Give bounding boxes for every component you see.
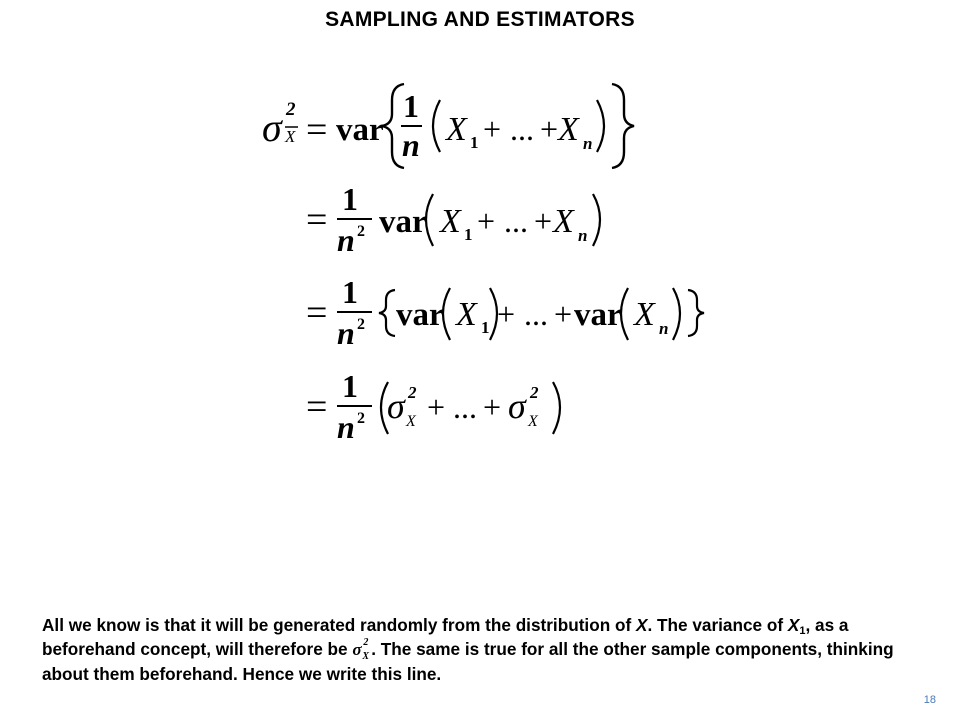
fraction-denominator: n [337,315,355,351]
left-parenthesis [443,288,450,340]
caption-sigma-x-squared [352,637,370,662]
subscript-x: X [528,413,538,430]
plus-sign: + [534,203,553,239]
caption-part-1: All we know is that it will be generated randomly from the distribution of [42,615,636,635]
fraction-numerator: 1 [342,274,358,310]
plus-sign: + [427,389,446,425]
page-title: SAMPLING AND ESTIMATORS [325,8,635,31]
equals-sign: = [306,109,328,151]
ellipsis: ... [504,203,528,239]
superscript-2: 2 [408,383,417,402]
plus-sign: + [483,111,502,147]
right-curly-brace [688,290,704,336]
caption-variable-x: X [635,615,648,635]
page-number: 18 [923,694,936,706]
subscript-n: n [659,319,669,338]
var-operator: var [574,297,622,333]
caption-part-3: , as a beforehand concept, will therefore be [42,615,849,659]
equals-sign: = [306,292,328,334]
equation-line-3 [306,274,704,351]
sigma-symbol: σ [387,386,405,426]
subscript-x: X [406,413,416,430]
fraction-numerator: 1 [403,88,419,124]
equals-sign: = [306,386,328,428]
fraction-denominator: n [402,127,420,163]
var-operator: var [336,112,384,148]
plus-sign: + [554,296,573,332]
denominator-superscript: 2 [357,410,365,427]
variable-xn: X [558,111,579,148]
right-parenthesis [553,382,560,434]
variable-xn: X [634,296,655,333]
left-curly-brace [379,290,395,336]
variable-xn: X [553,203,574,240]
left-curly-brace [382,84,404,168]
equation-line-1 [262,84,634,168]
superscript-2: 2 [286,99,296,120]
right-parenthesis [673,288,680,340]
var-operator: var [396,297,444,333]
plus-sign: + [540,111,559,147]
caption-sigma: σ [352,640,362,659]
subscript-xbar: X [285,127,296,146]
subscript-1: 1 [464,225,473,244]
var-operator: var [379,204,427,240]
left-parenthesis [433,100,440,152]
equals-sign: = [306,199,328,241]
plus-sign: + [483,389,502,425]
variable-x1: X [440,203,461,240]
sigma-symbol: σ [262,105,282,150]
ellipsis: ... [524,296,548,332]
variable-x1: X [446,111,467,148]
left-parenthesis [621,288,628,340]
right-parenthesis [593,194,600,246]
ellipsis: ... [453,389,477,425]
subscript-1: 1 [481,318,490,337]
variable-x1: X [456,296,477,333]
equation-line-4 [306,368,560,445]
caption-sigma-sup: 2 [363,637,369,648]
caption-sigma-sub: X [362,651,370,662]
right-curly-brace [612,84,634,168]
fraction-numerator: 1 [342,181,358,217]
caption-subscript-1: 1 [799,625,806,637]
fraction-numerator: 1 [342,368,358,404]
denominator-superscript: 2 [357,316,365,333]
left-parenthesis [426,194,433,246]
right-parenthesis [597,100,604,152]
equation-line-2 [306,181,600,258]
subscript-n: n [578,226,588,245]
caption-variable-x1: X [787,615,800,635]
caption-part-4: . The same is true for all the other sample components, thinking about them beforehand. Hence we write this line. [42,639,894,684]
subscript-n: n [583,134,593,153]
superscript-2: 2 [530,383,539,402]
fraction-denominator: n [337,222,355,258]
caption-part-2: . The variance of [647,615,788,635]
explanation-text [42,613,922,686]
ellipsis: ... [510,111,534,147]
plus-sign: + [497,296,516,332]
sigma-symbol: σ [508,386,526,426]
plus-sign: + [477,203,496,239]
fraction-denominator: n [337,409,355,445]
subscript-1: 1 [470,133,479,152]
right-parenthesis [490,288,497,340]
denominator-superscript: 2 [357,223,365,240]
